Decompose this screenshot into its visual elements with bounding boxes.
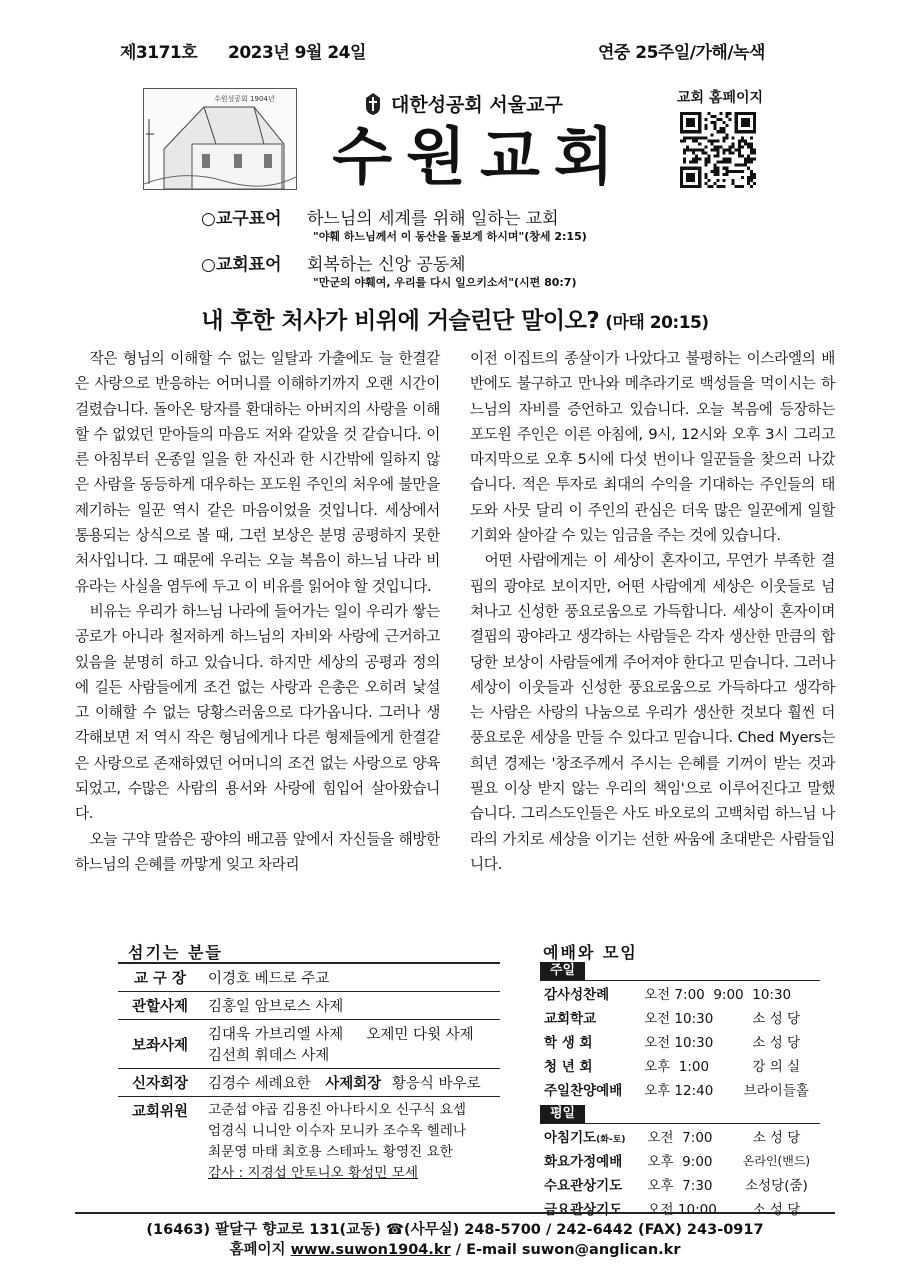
motto-church bbox=[201, 250, 282, 275]
service-row bbox=[540, 981, 820, 1005]
staff-names: 김홍일 암브로스 사제 bbox=[208, 999, 344, 1015]
service-row bbox=[540, 1005, 820, 1029]
staff-role: 교 구 장 bbox=[133, 971, 187, 987]
staff-names-line: 엄경식 니니안 이수자 모니카 조수옥 헬레나 bbox=[208, 1123, 466, 1139]
staff-names-line: 김대욱 가브리엘 사제 오제민 다윗 사제 bbox=[208, 1027, 474, 1043]
staff-row bbox=[118, 1097, 500, 1188]
service-row bbox=[540, 1077, 820, 1101]
staff-role: 사제회장 bbox=[325, 1076, 382, 1092]
service-name: 감사성찬례 bbox=[544, 987, 610, 1003]
motto-diocese-text: 하느님의 세계를 위해 일하는 교회 bbox=[307, 209, 559, 229]
staff-table-wrapper bbox=[118, 962, 500, 1187]
staff-names bbox=[202, 1020, 500, 1069]
service-row bbox=[540, 1124, 820, 1148]
email-address[interactable]: suwon@anglican.kr bbox=[521, 1242, 681, 1258]
sunday-table bbox=[540, 981, 820, 1101]
motto-diocese-verse: "야훼 하느님께서 이 동산을 돌보게 하시며"(창세 2:15) bbox=[313, 230, 587, 243]
service-place: 소 성 당 bbox=[752, 1202, 801, 1218]
liturgical-season: 연중 25주일/가해/녹색 bbox=[598, 43, 765, 63]
service-place: 브라이들홀 bbox=[743, 1083, 809, 1099]
service-name: 수요관상기도 bbox=[544, 1178, 623, 1194]
service-time: 오전 10:00 bbox=[647, 1202, 717, 1218]
service-row bbox=[540, 1196, 820, 1220]
service-place: 소 성 당 bbox=[752, 1130, 801, 1146]
service-name bbox=[540, 1124, 644, 1148]
motto-diocese-label: ○교구표어 bbox=[201, 209, 282, 229]
issue-date: 2023년 9월 24일 bbox=[228, 43, 366, 63]
service-name: 청 년 회 bbox=[544, 1059, 593, 1075]
staff-section-title: 섬기는 분들 bbox=[128, 943, 223, 962]
email-label: / E-mail bbox=[455, 1242, 517, 1258]
homepage-text-label: 홈페이지 bbox=[229, 1242, 286, 1258]
service-place: 온라인(밴드) bbox=[742, 1153, 811, 1168]
motto-diocese bbox=[201, 204, 282, 229]
homepage-link[interactable]: www.suwon1904.kr bbox=[290, 1242, 451, 1258]
homepage-qr-code[interactable] bbox=[680, 112, 756, 188]
staff-names-line: 고준섭 야곱 김용진 아나타시오 신구식 요셉 bbox=[208, 1102, 466, 1118]
weekday-schedule bbox=[540, 1123, 820, 1220]
staff-row bbox=[118, 964, 500, 992]
service-time: 오후 7:30 bbox=[647, 1178, 713, 1194]
staff-role: 신자회장 bbox=[131, 1076, 189, 1092]
sermon-paragraph: 비유는 우리가 하느님 나라에 들어가는 일이 우리가 쌓는 공로가 아니라 철저하게 하느님의 자비와 사랑에 근거하고 있음을 분명히 하고 있습니다. 하지만 세상의 공평과 정의에 길든 사람들에게 조건 없는 사랑과 은총은 오히려 낯설고 이해할 수 없는 당황스러움으로 다가옵니다. 그러나 생각해보면 저 역시 작은 형님에게나 다른 형제들에게 한결같은 사랑으로 존재하였던 어머니의 조건 없는 사랑으로 양육되었고, 수많은 사람의 용서와 사랑에 힘입어 살아왔습니다. bbox=[75, 602, 440, 823]
sermon-paragraph: 어떤 사람에게는 이 세상이 혼자이고, 무연가 부족한 결핍의 광야로 보이지만, 어떤 사람에게 세상은 이웃들로 넘쳐나고 신성한 풍요로움으로 가득합니다. 세상이 혼자이며 결핍의 광야라고 생각하는 사람들은 각자 생산한 만큼의 합당한 보상이 사람들에게 주어져야 한다고 믿습니다. 그러나 세상이 이웃들과 신성한 풍요로움으로 가득하다고 생각하는 사람은 사랑의 나눔으로 우리가 생산한 것보다 훨씬 더 풍요로운 세상을 만들 수 있다고 믿습니다. Ched Myers는 희년 경제는 '창조주께서 주시는 은혜를 기꺼이 받는 것과 필요 이상 받지 않는 우리의 책임'으로 이루어진다고 말했습니다. 그리스도인들은 사도 바오로의 고백처럼 하느님 나라의 가치로 세상을 이기는 선한 싸움에 초대받은 사람들입니다. bbox=[470, 552, 835, 873]
service-name-text: 아침기도 bbox=[544, 1130, 597, 1146]
service-time: 오전 10:30 bbox=[644, 1011, 714, 1027]
sermon-paragraph: 작은 형님의 이해할 수 없는 일탈과 가출에도 늘 한결같은 사랑으로 반응하는 어머니를 이해하기까지 오랜 시간이 걸렸습니다. 돌아온 탕자를 환대하는 아버지의 사랑을 이해할 수 없었던 맏아들의 마음도 저와 같았을 것 같습니다. 이른 아침부터 온종일 일을 한 자신과 한 시간밖에 일하지 않은 사람을 동등하게 대우하는 포도원 주인의 처우에 불만을 제기하는 일꾼 역시 같은 마음이었을 것입니다. 세상에서 통용되는 상식으로 볼 때, 그런 보상은 분명 공평하지 못한 처사입니다. 그 때문에 우리는 오늘 복음이 하느님 나라 비유라는 사실을 염두에 두고 이 비유를 읽어야 할 것입니다. bbox=[75, 350, 440, 595]
service-days: (화-토) bbox=[596, 1135, 626, 1145]
photo-caption: 수원성공회 1904년 bbox=[214, 95, 275, 103]
staff-role: 교회위원 bbox=[131, 1104, 189, 1120]
homepage-label: 교회 홈페이지 bbox=[677, 90, 764, 106]
footer-address: (16463) 팔달구 향교로 131(교동) ☎(사무실) 248-5700 / 242-6442 (FAX) 243-0917 bbox=[146, 1222, 764, 1238]
sermon-paragraph: 이전 이집트의 종살이가 나았다고 불평하는 이스라엘의 배반에도 불구하고 만나와 메추라기로 백성들을 먹이시는 하느님의 자비를 증언하고 있습니다. 오늘 복음에 등장하는 포도원 주인은 이른 아침에, 9시, 12시와 오후 3시 그리고 마지막으로 오후 5시에 다섯 번이나 일꾼들을 찾으러 나갔습니다. 적은 투자로 최대의 수익을 기대하는 주인들의 태도와 사뭇 달리 이 주인의 관심은 더욱 많은 일꾼에게 일할 기회와 살아갈 수 있는 임금을 주는 것에 있습니다. bbox=[470, 350, 835, 545]
staff-row bbox=[118, 992, 500, 1020]
sunday-label: 주일 bbox=[540, 962, 585, 980]
motto-church-text: 회복하는 신앙 공동체 bbox=[307, 255, 466, 275]
motto-church-label: ○교회표어 bbox=[201, 255, 282, 275]
issue-number: 제3171호 bbox=[120, 43, 198, 63]
diocese-header bbox=[363, 90, 563, 117]
service-place: 강 의 실 bbox=[752, 1059, 801, 1075]
weekday-label: 평일 bbox=[540, 1105, 585, 1123]
service-row bbox=[540, 1053, 820, 1077]
staff-names-line: 감사 : 지경섭 안토니오 황성민 모세 bbox=[208, 1165, 419, 1181]
footer-divider bbox=[75, 1212, 835, 1214]
service-name: 주일찬양예배 bbox=[544, 1083, 623, 1099]
service-row bbox=[540, 1172, 820, 1196]
church-photo bbox=[143, 88, 297, 190]
staff-names-line: 황응식 바우로 bbox=[391, 1076, 481, 1092]
sermon-reference: (마태 20:15) bbox=[605, 313, 709, 333]
staff-names-line: 김경수 세례요한 bbox=[208, 1076, 311, 1092]
service-row bbox=[540, 1148, 820, 1172]
sunday-schedule bbox=[540, 980, 820, 1101]
service-time: 오후 12:40 bbox=[644, 1083, 714, 1099]
staff-names-line: 김선희 휘데스 사제 bbox=[208, 1048, 330, 1064]
service-place: 소 성 당 bbox=[752, 1011, 801, 1027]
service-place: 소 성 당 bbox=[752, 1035, 801, 1051]
service-name: 금요관상기도 bbox=[544, 1202, 623, 1218]
service-name: 화요가정예배 bbox=[544, 1154, 623, 1170]
service-time: 오후 9:00 bbox=[647, 1154, 713, 1170]
service-place: 소성당(줌) bbox=[745, 1178, 808, 1194]
weekday-table bbox=[540, 1124, 820, 1220]
sermon-title-text: 내 후한 처사가 비위에 거슬린단 말이오? bbox=[201, 308, 600, 334]
worship-section-title: 예배와 모임 bbox=[543, 943, 638, 962]
sermon-column-right bbox=[470, 346, 835, 877]
service-name: 학 생 회 bbox=[544, 1035, 593, 1051]
service-time: 오전 7:00 bbox=[647, 1130, 713, 1146]
sermon-title bbox=[60, 302, 850, 335]
sermon-paragraph: 오늘 구약 말씀은 광야의 배고픔 앞에서 자신들을 해방한 하느님의 은혜를 까맣게 잊고 차라리 bbox=[75, 830, 440, 873]
staff-row bbox=[118, 1020, 500, 1069]
church-name: 수원교회 bbox=[332, 120, 628, 193]
motto-church-verse: "만군의 야훼여, 우리를 다시 일으키소서"(시편 80:7) bbox=[313, 276, 577, 289]
staff-names-line: 최문영 마태 최호용 스테파노 황영진 요한 bbox=[208, 1144, 453, 1160]
staff-names bbox=[202, 1069, 500, 1097]
service-time: 오후 1:00 bbox=[644, 1059, 710, 1075]
anglican-emblem-icon bbox=[363, 92, 383, 116]
sermon-column-left bbox=[75, 346, 440, 877]
diocese-name: 대한성공회 서울교구 bbox=[391, 94, 563, 116]
footer-contact bbox=[75, 1238, 835, 1259]
service-row bbox=[540, 1029, 820, 1053]
service-name: 교회학교 bbox=[544, 1011, 597, 1027]
staff-names bbox=[202, 1097, 500, 1188]
staff-role: 보좌사제 bbox=[131, 1038, 189, 1054]
service-time: 오전 10:30 bbox=[644, 1035, 714, 1051]
staff-names: 이경호 베드로 주교 bbox=[208, 971, 330, 987]
staff-table bbox=[118, 964, 500, 1187]
staff-role: 관할사제 bbox=[131, 999, 189, 1015]
staff-row bbox=[118, 1069, 500, 1097]
service-time: 오전 7:00 9:00 10:30 bbox=[644, 987, 792, 1003]
